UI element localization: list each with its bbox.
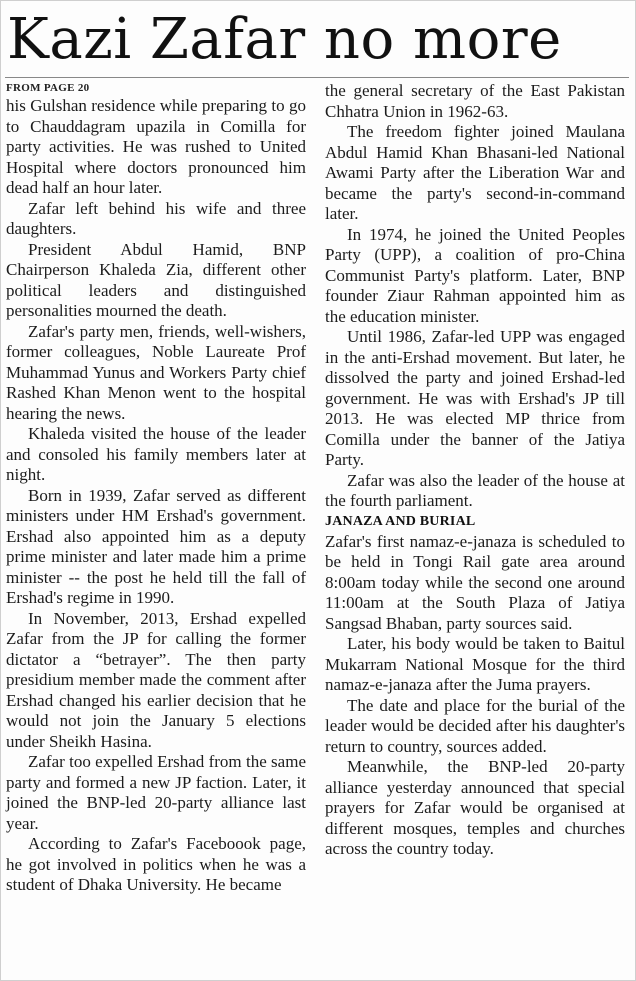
paragraph: Until 1986, Zafar-led UPP was engaged in the anti-Ershad movement. But later, he dissolved the party and joined Ershad-led government. He was with Ershad's JP till 2013. He was elected MP thrice from Comilla under the banner of the Jatiya Party. (325, 327, 625, 469)
paragraph: his Gulshan residence while preparing to go to Chauddagram upazila in Comilla for party activities. He was rushed to United Hospital where doctors pronounced him dead half an hour later. (6, 96, 306, 197)
left-column (6, 80, 306, 896)
paragraph: Zafar was also the leader of the house at the fourth parliament. (325, 470, 625, 510)
paragraph: The freedom fighter joined Maulana Abdul Hamid Khan Bhasani-led National Awami Party after the Liberation War and became the party's second-in-command later. (325, 122, 625, 223)
paragraph: Zafar's first namaz-e-janaza is scheduled to be held in Tongi Rail gate area around 8:00am today while the second one around 11:00am at the South Plaza of Jatiya Sangsad Bhaban, party sources said. (325, 531, 625, 633)
paragraph: Zafar's party men, friends, well-wishers, former colleagues, Noble Laureate Prof Muhammad Yunus and Workers Party chief Rashed Khan Menon went to the hospital hearing the news. (6, 321, 306, 423)
paragraph: President Abdul Hamid, BNP Chairperson Khaleda Zia, different other political leaders and distinguished personalities mourned the death. (6, 239, 306, 320)
paragraph: Born in 1939, Zafar served as different ministers under HM Ershad's government. Ershad also appointed him as a deputy prime minister and later made him a prime minister -- the post he held till the fall of Ershad's regime in 1990. (6, 485, 306, 607)
section-subhead: JANAZA AND BURIAL (325, 513, 476, 529)
right-column (325, 81, 625, 860)
headline-rule (5, 77, 629, 78)
paragraph: The date and place for the burial of the leader would be decided after his daughter's return to country, sources added. (325, 695, 625, 756)
paragraph: Meanwhile, the BNP-led 20-party alliance yesterday announced that special prayers for Zafar would be organised at different mosques, temples and churches across the country today. (325, 757, 625, 858)
paragraph: In November, 2013, Ershad expelled Zafar from the JP for calling the former dictator a “betrayer”. The then party presidium member made the comment after Ershad changed his earlier decision that he would not join the January 5 elections under Sheikh Hasina. (6, 608, 306, 751)
paragraph: Khaleda visited the house of the leader and consoled his family members later at night. (6, 424, 306, 484)
paragraph: the general secretary of the East Pakistan Chhatra Union in 1962-63. (325, 81, 625, 121)
continued-from-label: FROM PAGE 20 (6, 82, 90, 94)
paragraph: In 1974, he joined the United Peoples Party (UPP), a coalition of pro-China Communist Party's platform. Later, BNP founder Ziaur Rahman appointed him as the education minister. (325, 224, 625, 326)
paragraph: Zafar left behind his wife and three daughters. (6, 198, 306, 238)
paragraph: Later, his body would be taken to Baitul Mukarram National Mosque for the third namaz-e-janaza after the Juma prayers. (325, 634, 625, 694)
headline: Kazi Zafar no more (7, 7, 562, 72)
paragraph: According to Zafar's Faceboook page, he got involved in politics when he was a student of Dhaka University. He became (6, 834, 306, 894)
paragraph: Zafar too expelled Ershad from the same party and formed a new JP faction. Later, it joined the BNP-led 20-party alliance last year. (6, 752, 306, 833)
